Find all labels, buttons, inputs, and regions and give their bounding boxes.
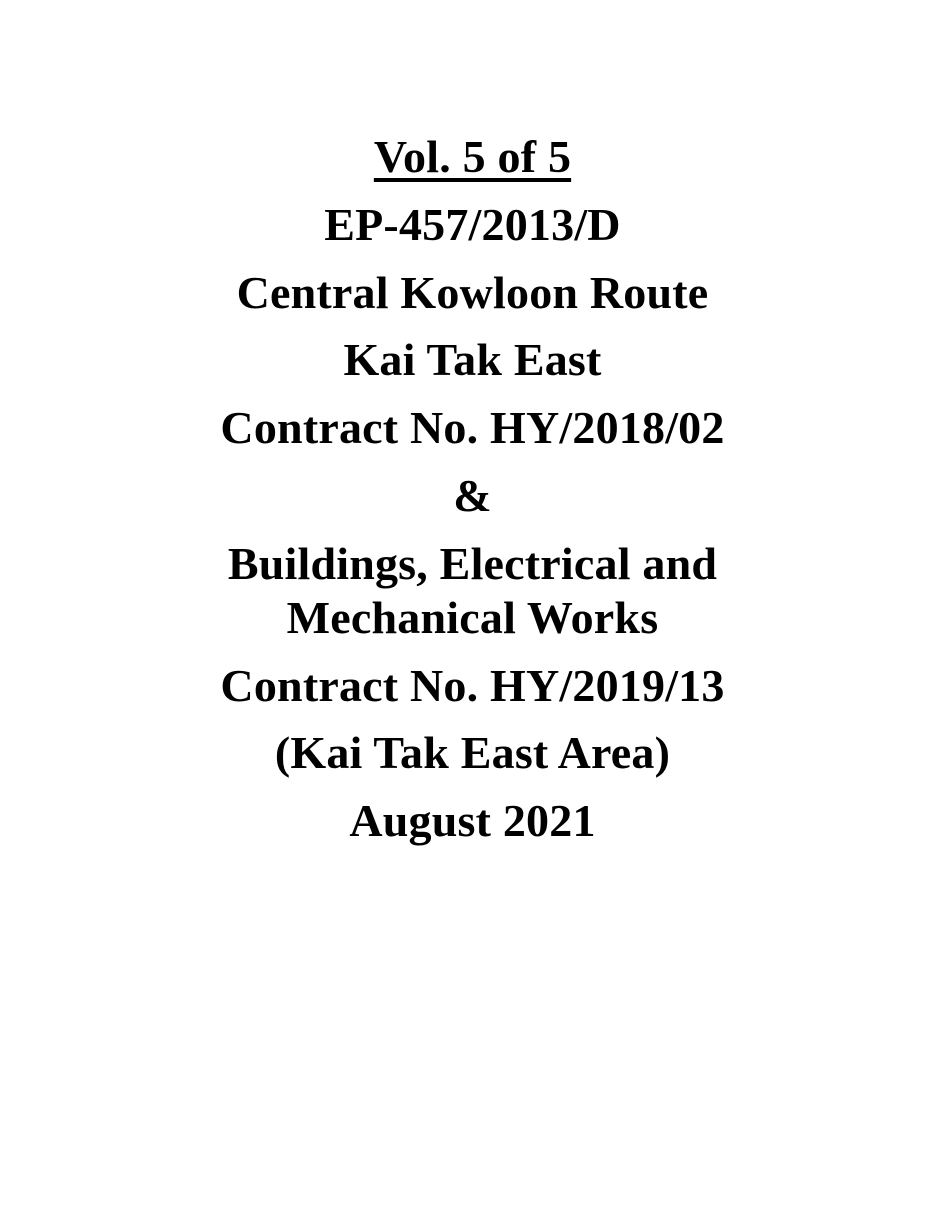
reference-number: EP-457/2013/D bbox=[324, 198, 621, 250]
volume-label: Vol. 5 of 5 bbox=[373, 131, 572, 182]
works-description-line-2: Mechanical Works bbox=[286, 591, 659, 643]
conjunction-ampersand: & bbox=[453, 470, 492, 522]
contract-number-secondary: Contract No. HY/2019/13 bbox=[220, 659, 725, 711]
document-date: August 2021 bbox=[349, 795, 596, 847]
contract-number-primary: Contract No. HY/2018/02 bbox=[220, 402, 725, 454]
area-note: (Kai Tak East Area) bbox=[274, 727, 671, 779]
project-area: Kai Tak East bbox=[343, 334, 602, 386]
title-block bbox=[90, 130, 855, 848]
works-description-line-1: Buildings, Electrical and bbox=[227, 537, 718, 589]
project-name: Central Kowloon Route bbox=[236, 266, 709, 318]
